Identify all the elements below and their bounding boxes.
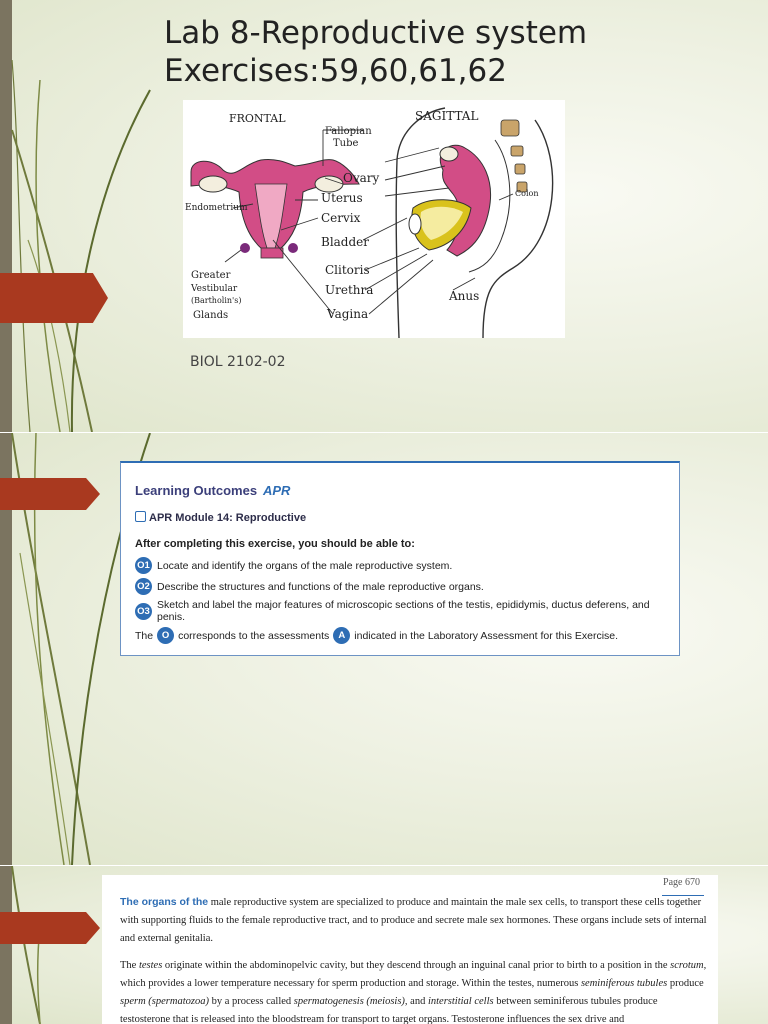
label-vestibular: Vestibular [191, 284, 238, 294]
assessment-footnote [135, 627, 618, 644]
footnote-text: The [135, 629, 154, 642]
paragraph-2 [120, 957, 708, 1024]
label-urethra: Urethra [325, 283, 374, 297]
assessment-symbol-badge: A [333, 627, 350, 644]
outcome-item [135, 599, 679, 623]
label-glands: Glands [193, 310, 229, 321]
label-clitoris: Clitoris [325, 263, 370, 277]
outcome-text: Describe the structures and functions of the male reproductive organs. [157, 580, 484, 593]
term-seminiferous: seminiferous [580, 978, 635, 989]
outcome-item [135, 578, 484, 595]
section-arrow [0, 912, 100, 944]
outcome-text: Sketch and label the major features of microscopic sections of the testis, epididymis, ductus deferens, and penis. [157, 599, 650, 623]
title-line-1: Lab 8-Reproductive system [164, 15, 588, 51]
paragraph-text: between seminiferous tubules [496, 996, 622, 1007]
paragraph-text: which provides a lower temperature necessary for sperm production and storage. Within the testes, numerous [120, 978, 579, 989]
module-text: APR Module 14: Reproductive [149, 512, 307, 524]
label-greater: Greater [191, 270, 231, 281]
outcome-text: Locate and identify the organs of the male reproductive system. [157, 559, 453, 572]
slide-learning-outcomes [0, 433, 768, 865]
apr-logo: APR [263, 483, 291, 498]
paragraph-text: originate within the abdominopelvic cavity, but they descend through an inguinal canal prior to birth to a position in the [164, 960, 668, 971]
footnote-text: corresponds to the assessments [178, 629, 330, 642]
footnote-text: indicated in the Laboratory Assessment for this Exercise. [354, 629, 619, 642]
term-tubules: tubules [636, 978, 668, 989]
outcome-badge: O1 [135, 557, 152, 574]
label-vagina: Vagina [327, 307, 369, 321]
diagram-heading-sagittal: SAGITTAL [415, 109, 479, 123]
label-ovary: Ovary [343, 171, 380, 185]
outcome-badge: O3 [135, 603, 152, 620]
label-anus: Anus [449, 289, 480, 303]
label-fallopian: Fallopian [325, 126, 372, 137]
learning-outcomes-heading: Learning Outcomes [135, 483, 258, 498]
paragraph-text: The [120, 960, 137, 971]
grass-decoration [0, 0, 160, 432]
label-tube: Tube [333, 138, 359, 149]
title-line-2: Exercises:59,60,61,62 [164, 53, 507, 89]
label-bartholins: (Bartholin's) [191, 296, 242, 305]
module-line [135, 511, 306, 524]
outcome-item [135, 557, 452, 574]
course-code: BIOL 2102-02 [190, 354, 286, 370]
diagram-heading-frontal: FRONTAL [229, 112, 286, 125]
learning-outcomes-panel [120, 461, 680, 656]
paragraph-text: produce [669, 978, 704, 989]
sagittal-illustration [396, 108, 552, 338]
module-link-icon [135, 511, 146, 522]
paragraph-text: male reproductive system are specialized to produce and maintain the male sex cells, to transport these cells together with supporting fluids to the female reproductive tract, and to produce and secrete male sex hormones. These organs include sets of internal and external genitalia. [120, 897, 707, 944]
paragraph-1 [120, 893, 708, 948]
term-spermatogenesis: spermatogenesis (meiosis), [293, 996, 408, 1007]
slide-male-organs [0, 866, 768, 1024]
outcome-symbol-badge: O [157, 627, 174, 644]
slide-title-text [164, 14, 754, 90]
page-number: Page 670 [663, 877, 700, 888]
paragraph-lead: The organs of the [120, 896, 209, 908]
paragraph-text: by a process called [211, 996, 292, 1007]
paragraph-text: and [410, 996, 426, 1007]
label-bladder: Bladder [321, 235, 370, 249]
textbook-page-excerpt [102, 875, 718, 1024]
section-arrow [0, 273, 108, 323]
left-bar [0, 0, 12, 432]
term-interstitial-cells: interstitial cells [427, 996, 494, 1007]
outcomes-intro: After completing this exercise, you should be able to: [135, 538, 415, 550]
label-cervix: Cervix [321, 211, 361, 225]
left-bar [0, 866, 12, 1024]
female-reproductive-diagram [183, 100, 565, 338]
label-uterus: Uterus [321, 191, 363, 205]
term-scrotum: scrotum, [670, 960, 707, 971]
term-testes: testes [138, 960, 163, 971]
term-sperm: sperm (spermatozoa) [120, 996, 209, 1007]
paragraph-text: produce testosterone that is released into the bloodstream for transport to target organs. Testosterone influences the sex drive and [120, 996, 658, 1024]
label-endometrium: Endometrium [185, 203, 248, 213]
outcome-badge: O2 [135, 578, 152, 595]
section-arrow [0, 478, 100, 510]
slide-title [0, 0, 768, 432]
label-colon: Colon [515, 189, 539, 198]
